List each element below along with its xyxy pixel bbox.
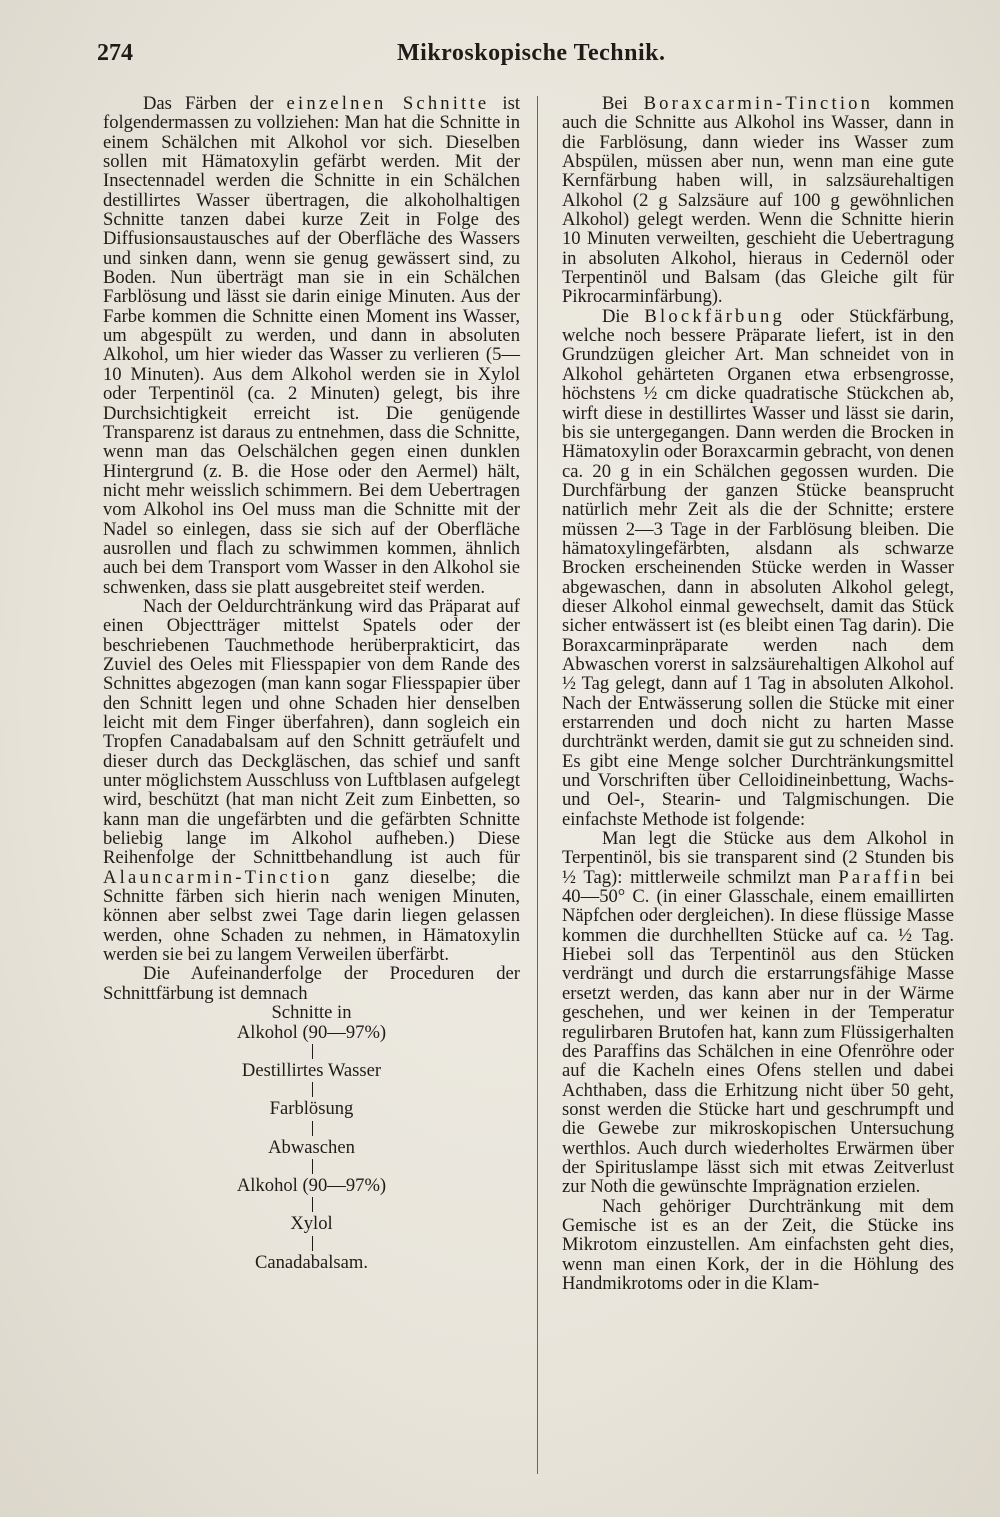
paragraph: Nach gehöriger Durchtränkung mit dem Gemische ist es an der Zeit, die Stücke ins Mikrotom einzustellen. Am einfachsten geht dies, wenn man einen Kork, der in die Höhlung des Handmikrotoms oder in die Klam-	[562, 1195, 954, 1294]
page-number: 274	[97, 40, 133, 66]
schedule-step: Destillirtes Wasser	[241, 1059, 382, 1081]
running-title: Mikroskopische Technik.	[397, 40, 666, 66]
column-divider	[537, 96, 538, 1474]
schedule-step: Canadabalsam.	[254, 1251, 369, 1273]
spaced-emphasis: Paraffin	[838, 866, 924, 888]
paragraph: Bei Boraxcarmin-Tinction kommen auch die Schnitte aus Alkohol ins Wasser, dann in die Farblösung, dann wieder ins Wasser zum Abspülen, müssen aber nun, wenn man eine gute Kernfärbung haben will, in salzsäurehaltigen Alkohol (2 g Salzsäure auf 100 g gewöhnlichen Alkohol) gelegt werden. Wenn die Schnitte hierin 10 Minuten verweilten, geschieht die Uebertragung in absoluten Alkohol, hieraus in Cedernöl oder Terpentinöl und Balsam (das Gleiche gilt für Pikrocarminfärbung).	[562, 93, 954, 308]
schedule-step: Schnitte in	[271, 1002, 352, 1024]
connector-line	[103, 1234, 520, 1253]
schedule-step: Abwaschen	[268, 1136, 355, 1158]
paragraph: Die Blockfärbung oder Stückfärbung, welche noch bessere Präparate liefert, ist in den Grundzügen gleicher Art. Man schneidet von in Alkohol gehärteten Organen etwa erbsengrosse, höchstens ½ cm dicke quadratische Stückchen ab, wirft diese in destillirtes Wasser und lässt sie darin, bis sie untergegangen. Dann werden die Brocken in Hämatoxylin oder Boraxcarmin gebracht, von denen ca. 20 g in ein Schälchen gegossen wurden. Die Durchfärbung der ganzen Stücke beansprucht natürlich mehr Zeit als die der Schnitte; erstere müssen 2—3 Tage in der Farblösung bleiben. Die hämatoxylingefärbten, alsdann als schwarze Brocken erscheinenden Stücke werden in Wasser abgewaschen, dann in absoluten Alkohol gelegt, dieser Alkohol einmal gewechselt, damit das Stück sicher entwässert ist (es bleibt einen Tag darin). Die Boraxcarminpräparate werden nach dem Abwaschen vorerst in salzsäurehaltigen Alkohol auf ½ Tag gelegt, dann auf 1 Tag in absoluten Alkohol. Nach der Entwässerung sollen die Stücke mit einer erstarrenden und doch nicht zu harten Masse durchtränkt werden, damit sie gut zu schneiden sind. Es gibt eine Menge solcher Durchtränkungsmittel und Vorschriften über Celloidineinbettung, Wachs- und Oel-, Stearin- und Talgmischungen. Die einfachste Methode ist folgende:	[562, 305, 954, 830]
schedule-step: Xylol	[290, 1213, 333, 1235]
spaced-emphasis: einzelnen Schnitte	[286, 93, 490, 114]
connector-line	[103, 1195, 520, 1214]
paragraph: Man legt die Stücke aus dem Alkohol in Terpentinöl, bis sie transparent sind (2 Stunden bis ½ Tag): mittlerweile schmilzt man Paraffin bei 40—50° C. (in einer Glasschale, einem emaillirten Näpfchen oder dergleichen). In diese flüssige Masse kommen die durchhellten Stücke auf ca. ½ Tag. Hiebei soll das Terpentinöl aus den Stücken verdrängt und durch die erstarrungsfähige Masse ersetzt werden, das kann aber nur in der Wärme geschehen, und wer keinen in der Temperatur regulirbaren Brutofen hat, kann zum Flüssigerhalten des Paraffins das Schälchen in eine Ofenröhre oder auf die Kacheln eines Ofens stellen und dabei Achthaben, dass die Erhitzung nicht über 50 geht, sonst werden die Stücke hart und geschrumpft und die Gewebe zur mikroskopischen Untersuchung werthlos. Auch durch wiederholtes Erwärmen über der Spirituslampe lässt sich mit etwas Zeitverlust zur Noth die gewünschte Imprägnation erzielen.	[562, 828, 954, 1198]
spaced-emphasis: Blockfärbung	[644, 305, 786, 327]
procedure-schedule	[103, 1003, 520, 1272]
page-header	[97, 40, 927, 70]
spaced-emphasis: Alauncarmin-Tinction	[103, 866, 333, 888]
paragraph: Nach der Oeldurchtränkung wird das Präparat auf einen Objectträger mittelst Spatels oder der beschriebenen Tauchmethode herüberprakticirt, das Zuviel des Oeles mit Fliesspapier von dem Rande des Schnittes abgezogen (man kann sogar Fliesspapier über den Schnitt legen und ohne Schaden hier denselben leicht mit dem Finger überfahren), dann sogleich ein Tropfen Canadabalsam auf den Schnitt geträufelt und dieser durch das Deckgläschen, das schief und sanft unter möglichstem Ausschluss von Luftblasen aufgelegt wird, beschützt (hat man nicht Zeit zum Einbetten, so kann man die ungefärbten und die gefärbten Schnitte beliebig lange im Alkohol aufheben.) Diese Reihenfolge der Schnittbehandlung ist auch für Alauncarmin-Tinction ganz dieselbe; die Schnitte färben sich hierin nach wenigen Minuten, können aber selbst zwei Tage darin liegen gelassen werden, ohne Schaden zu nehmen, in Hämatoxylin werden sie bei zu langem Verweilen überfärbt.	[103, 595, 520, 966]
paragraph: Das Färben der einzelnen Schnitte ist folgendermassen zu vollziehen: Man hat die Schnitte in einem Schälchen mit Alkohol vor sich. Dieselben sollen mit Hämatoxylin gefärbt werden. Mit der Insectennadel werden die Schnitte in ein Schälchen destillirtes Wasser übertragen, die alkoholhaltigen Schnitte tanzen dabei kurze Zeit in Folge des Diffusionsaustausches auf der Oberfläche des Wassers und sinken dann, wenn sie genug gewässert sind, zu Boden. Nun überträgt man sie in ein Schälchen Farblösung und lässt sie darin einige Minuten. Aus der Farbe kommen die Schnitte einen Moment ins Wasser, um abgespült zu werden, und dann in absoluten Alkohol, um hier wieder das Wasser zu verlieren (5—10 Minuten). Aus dem Alkohol werden sie in Xylol oder Terpentinöl (ca. 2 Minuten) gelegt, bis ihre Durchsichtigkeit erreicht ist. Die genügende Transparenz ist daraus zu entnehmen, dass die Schnitte, wenn man das Oelschälchen gegen einen dunklen Hintergrund (z. B. die Hose oder den Aermel) hält, nicht mehr weisslich schimmern. Bei dem Uebertragen vom Alkohol ins Oel muss man die Schnitte mit der Nadel so einlegen, dass sie sich auf der Oberfläche ausrollen und flach zu schwimmen kommen, ähnlich auch bei dem Transport vom Wasser in den Alkohol sie schwenken, dass sie platt ausgebreitet steif werden.	[103, 93, 520, 598]
connector-line	[103, 1080, 520, 1099]
spaced-emphasis: Boraxcarmin-Tinction	[643, 93, 874, 114]
schedule-step: Alkohol (90—97%)	[236, 1021, 387, 1043]
paragraph: Die Aufeinanderfolge der Proceduren der Schnittfärbung ist demnach	[103, 963, 520, 1004]
connector-line	[103, 1042, 520, 1061]
left-column	[103, 94, 520, 1272]
schedule-step: Farblösung	[269, 1098, 354, 1120]
connector-line	[103, 1119, 520, 1138]
connector-line	[103, 1157, 520, 1176]
right-column	[562, 94, 954, 1293]
schedule-step: Alkohol (90—97%)	[236, 1174, 387, 1196]
